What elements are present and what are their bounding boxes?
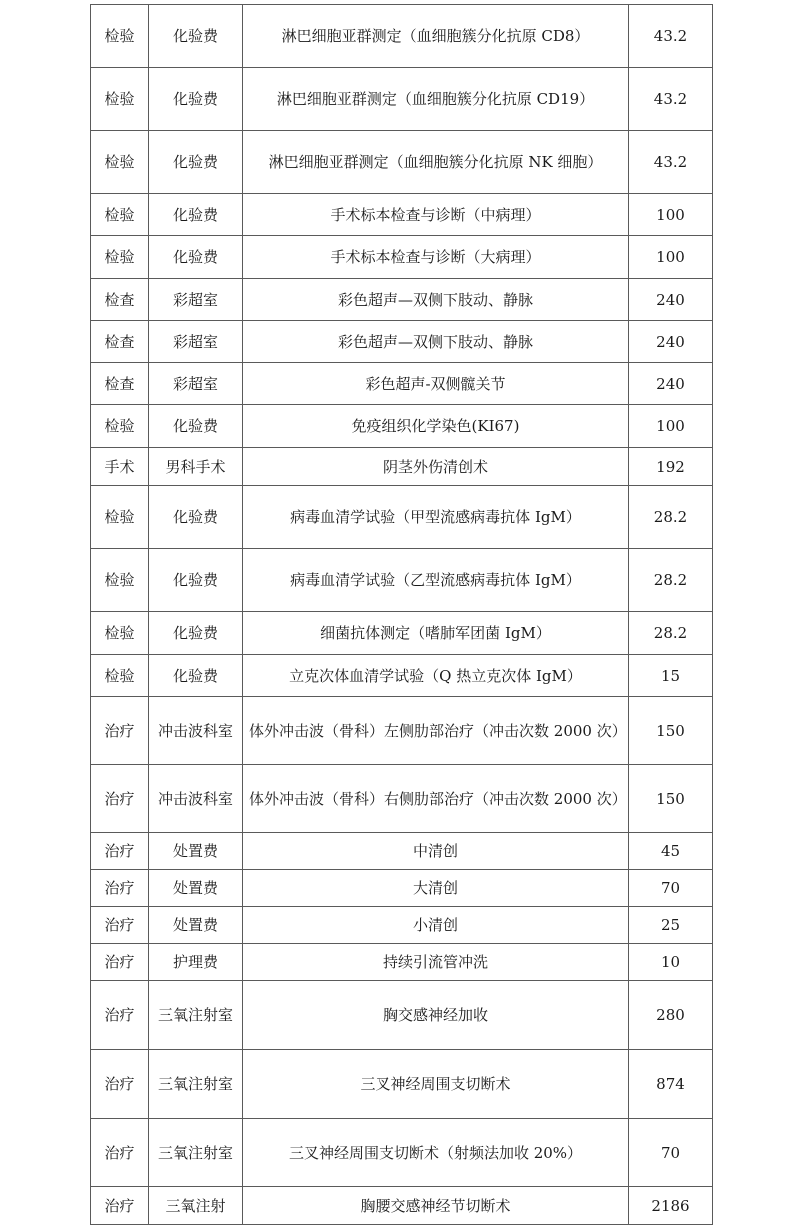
dept-cell: 彩超室 xyxy=(149,363,243,405)
price-cell: 150 xyxy=(629,765,713,833)
dept-cell: 三氧注射 xyxy=(149,1187,243,1225)
price-cell: 240 xyxy=(629,363,713,405)
category-cell: 检验 xyxy=(91,131,149,194)
table-row xyxy=(91,1119,713,1187)
item-name: 胸腰交感神经节切断术 xyxy=(243,1187,629,1225)
price-cell: 43.2 xyxy=(629,5,713,68)
price-cell: 43.2 xyxy=(629,131,713,194)
item-name: 病毒血清学试验（乙型流感病毒抗体 IgM） xyxy=(243,549,629,612)
dept-cell: 化验费 xyxy=(149,655,243,697)
item-name: 彩色超声-双侧髋关节 xyxy=(243,363,629,405)
table-row xyxy=(91,1187,713,1225)
table-row xyxy=(91,448,713,486)
table-row xyxy=(91,1050,713,1119)
dept-cell: 冲击波科室 xyxy=(149,765,243,833)
item-name: 体外冲击波（骨科）左侧肋部治疗（冲击次数 2000 次） xyxy=(243,697,629,765)
item-name: 淋巴细胞亚群测定（血细胞簇分化抗原 NK 细胞） xyxy=(243,131,629,194)
price-cell: 240 xyxy=(629,279,713,321)
category-cell: 检验 xyxy=(91,194,149,236)
table-row xyxy=(91,907,713,944)
item-name: 持续引流管冲洗 xyxy=(243,944,629,981)
category-cell: 检查 xyxy=(91,279,149,321)
category-cell: 治疗 xyxy=(91,697,149,765)
dept-cell: 彩超室 xyxy=(149,279,243,321)
category-cell: 治疗 xyxy=(91,944,149,981)
price-cell: 43.2 xyxy=(629,68,713,131)
dept-cell: 化验费 xyxy=(149,194,243,236)
dept-cell: 化验费 xyxy=(149,5,243,68)
price-cell: 10 xyxy=(629,944,713,981)
item-name: 大清创 xyxy=(243,870,629,907)
table-row xyxy=(91,236,713,279)
price-cell: 28.2 xyxy=(629,549,713,612)
category-cell: 治疗 xyxy=(91,1050,149,1119)
table-row xyxy=(91,5,713,68)
table-row xyxy=(91,655,713,697)
dept-cell: 处置费 xyxy=(149,907,243,944)
dept-cell: 三氧注射室 xyxy=(149,1050,243,1119)
category-cell: 治疗 xyxy=(91,765,149,833)
fee-table xyxy=(90,4,713,1225)
table-row xyxy=(91,981,713,1050)
item-name: 中清创 xyxy=(243,833,629,870)
category-cell: 治疗 xyxy=(91,907,149,944)
table-row xyxy=(91,870,713,907)
item-name: 胸交感神经加收 xyxy=(243,981,629,1050)
dept-cell: 化验费 xyxy=(149,405,243,448)
category-cell: 治疗 xyxy=(91,981,149,1050)
table-row xyxy=(91,486,713,549)
table-row xyxy=(91,765,713,833)
price-cell: 192 xyxy=(629,448,713,486)
table-row xyxy=(91,363,713,405)
price-cell: 100 xyxy=(629,405,713,448)
dept-cell: 化验费 xyxy=(149,549,243,612)
dept-cell: 处置费 xyxy=(149,870,243,907)
category-cell: 检验 xyxy=(91,5,149,68)
category-cell: 检验 xyxy=(91,612,149,655)
category-cell: 检查 xyxy=(91,363,149,405)
table-row xyxy=(91,279,713,321)
price-cell: 70 xyxy=(629,1119,713,1187)
dept-cell: 三氧注射室 xyxy=(149,981,243,1050)
dept-cell: 男科手术 xyxy=(149,448,243,486)
item-name: 手术标本检查与诊断（大病理） xyxy=(243,236,629,279)
category-cell: 治疗 xyxy=(91,870,149,907)
table-row xyxy=(91,194,713,236)
table-row xyxy=(91,697,713,765)
item-name: 淋巴细胞亚群测定（血细胞簇分化抗原 CD8） xyxy=(243,5,629,68)
table-row xyxy=(91,833,713,870)
table-row xyxy=(91,549,713,612)
item-name: 三叉神经周围支切断术 xyxy=(243,1050,629,1119)
price-cell: 2186 xyxy=(629,1187,713,1225)
table-row xyxy=(91,131,713,194)
item-name: 细菌抗体测定（嗜肺军团菌 IgM） xyxy=(243,612,629,655)
category-cell: 检查 xyxy=(91,321,149,363)
dept-cell: 化验费 xyxy=(149,68,243,131)
table-row xyxy=(91,68,713,131)
item-name: 彩色超声—双侧下肢动、静脉 xyxy=(243,279,629,321)
item-name: 淋巴细胞亚群测定（血细胞簇分化抗原 CD19） xyxy=(243,68,629,131)
category-cell: 检验 xyxy=(91,236,149,279)
price-cell: 100 xyxy=(629,194,713,236)
fee-table-body xyxy=(91,5,713,1225)
dept-cell: 化验费 xyxy=(149,236,243,279)
category-cell: 治疗 xyxy=(91,833,149,870)
category-cell: 检验 xyxy=(91,486,149,549)
category-cell: 检验 xyxy=(91,549,149,612)
price-cell: 28.2 xyxy=(629,486,713,549)
category-cell: 检验 xyxy=(91,655,149,697)
dept-cell: 三氧注射室 xyxy=(149,1119,243,1187)
price-cell: 45 xyxy=(629,833,713,870)
table-row xyxy=(91,612,713,655)
price-cell: 240 xyxy=(629,321,713,363)
price-cell: 15 xyxy=(629,655,713,697)
dept-cell: 处置费 xyxy=(149,833,243,870)
dept-cell: 化验费 xyxy=(149,131,243,194)
price-cell: 100 xyxy=(629,236,713,279)
item-name: 小清创 xyxy=(243,907,629,944)
category-cell: 检验 xyxy=(91,405,149,448)
table-row xyxy=(91,405,713,448)
item-name: 病毒血清学试验（甲型流感病毒抗体 IgM） xyxy=(243,486,629,549)
category-cell: 治疗 xyxy=(91,1119,149,1187)
price-cell: 25 xyxy=(629,907,713,944)
price-cell: 150 xyxy=(629,697,713,765)
category-cell: 检验 xyxy=(91,68,149,131)
item-name: 免疫组织化学染色(KI67) xyxy=(243,405,629,448)
dept-cell: 彩超室 xyxy=(149,321,243,363)
dept-cell: 冲击波科室 xyxy=(149,697,243,765)
item-name: 阴茎外伤清创术 xyxy=(243,448,629,486)
item-name: 立克次体血清学试验（Q 热立克次体 IgM） xyxy=(243,655,629,697)
item-name: 体外冲击波（骨科）右侧肋部治疗（冲击次数 2000 次） xyxy=(243,765,629,833)
category-cell: 手术 xyxy=(91,448,149,486)
price-cell: 70 xyxy=(629,870,713,907)
price-cell: 28.2 xyxy=(629,612,713,655)
category-cell: 治疗 xyxy=(91,1187,149,1225)
dept-cell: 化验费 xyxy=(149,486,243,549)
dept-cell: 护理费 xyxy=(149,944,243,981)
item-name: 手术标本检查与诊断（中病理） xyxy=(243,194,629,236)
item-name: 彩色超声—双侧下肢动、静脉 xyxy=(243,321,629,363)
table-row xyxy=(91,944,713,981)
item-name: 三叉神经周围支切断术（射频法加收 20%） xyxy=(243,1119,629,1187)
table-row xyxy=(91,321,713,363)
price-cell: 874 xyxy=(629,1050,713,1119)
price-cell: 280 xyxy=(629,981,713,1050)
dept-cell: 化验费 xyxy=(149,612,243,655)
